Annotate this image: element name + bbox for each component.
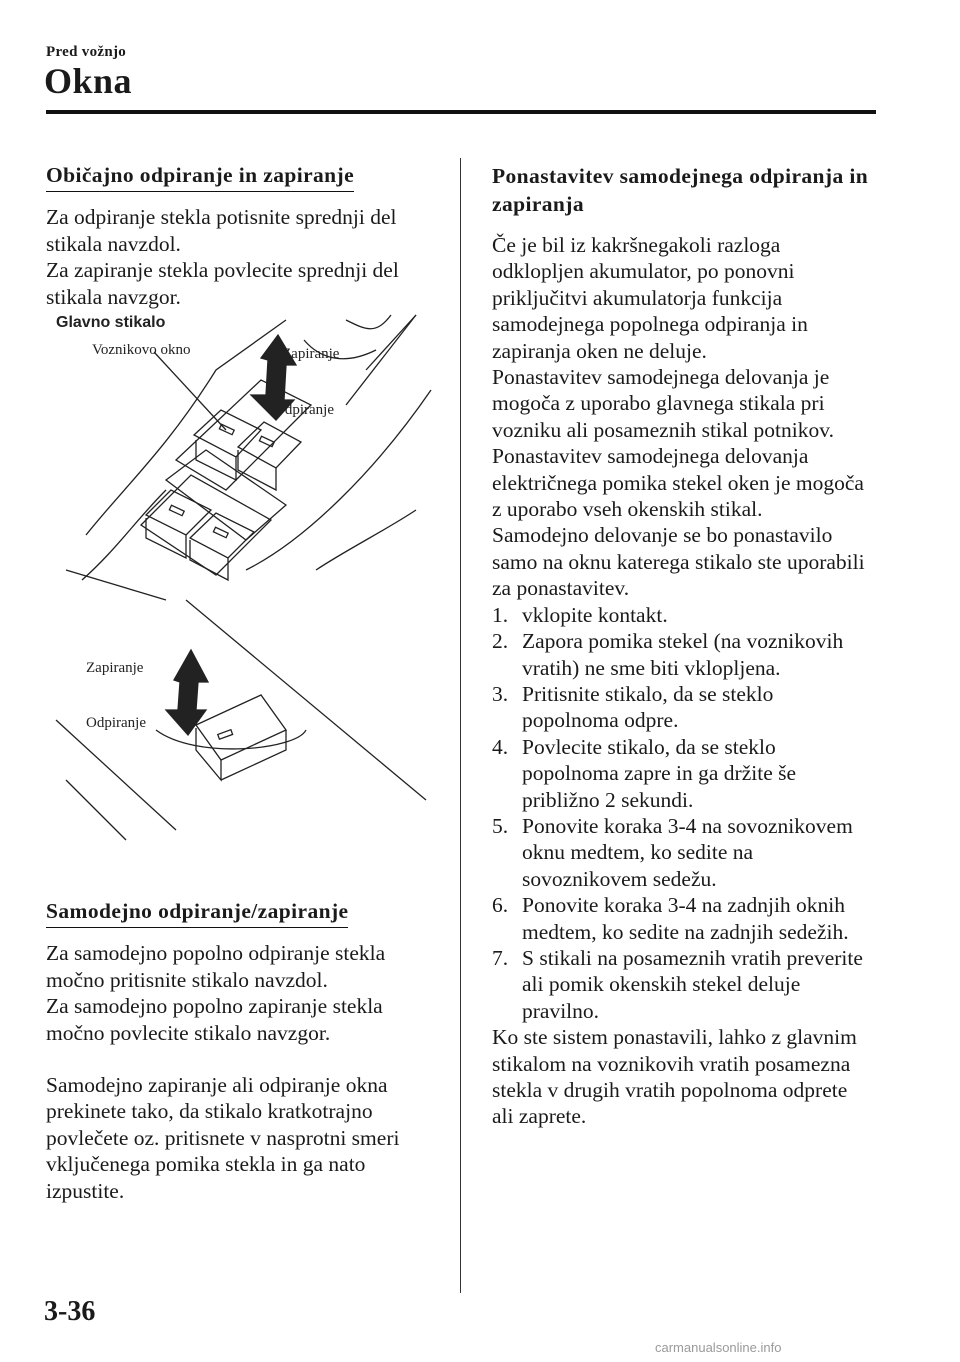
paragraph-auto-stop — [46, 1072, 446, 1204]
step-text — [522, 628, 887, 681]
text-line: izpustite. — [46, 1178, 125, 1203]
watermark: carmanualsonline.info — [655, 1340, 782, 1355]
column-divider — [460, 158, 461, 1293]
text-line: močno pritisnite stikalo navzdol. — [46, 967, 328, 992]
text-line: zapiranja oken ne deluje. — [492, 338, 707, 363]
text-line: stikala navzgor. — [46, 284, 181, 309]
label-close-top: Zapiranje — [282, 346, 340, 362]
paragraph-normal-operation — [46, 204, 446, 310]
text-line: povlečete oz. pritisnete v nasprotni smeri — [46, 1125, 400, 1150]
step-text — [522, 945, 887, 1024]
list-item — [492, 681, 887, 734]
step-text — [522, 813, 887, 892]
text-line: medtem, ko sedite na zadnjih sedežih. — [522, 919, 849, 944]
text-line: samo na oknu katerega stikalo ste uporabili — [492, 549, 865, 574]
text-line: prekinete tako, da stikalo kratkotrajno — [46, 1099, 373, 1124]
switch-drawing — [46, 310, 446, 850]
label-main-switch: Glavno stikalo — [56, 314, 166, 331]
text-line: Samodejno delovanje se bo ponastavilo — [492, 523, 833, 548]
text-line: oknu medtem, ko sedite na — [522, 840, 754, 865]
step-number: 4. — [492, 734, 509, 759]
text-line: pravilno. — [522, 998, 600, 1023]
text-line: Pritisnite stikalo, da se steklo — [522, 681, 774, 706]
chapter-title: Okna — [44, 61, 133, 101]
heading-line: Ponastavitev samodejnega odpiranja in — [492, 164, 869, 188]
text-line: ali pomik okenskih stekel deluje — [522, 972, 801, 997]
text-line: odklopljen akumulator, po ponovni — [492, 259, 795, 284]
step-number: 2. — [492, 629, 509, 654]
paragraph-auto-operation — [46, 940, 446, 1046]
text-line: S stikali na posameznih vratih preverite — [522, 945, 863, 970]
text-line: električnega pomika stekel oken je mogoča — [492, 470, 864, 495]
text-line: stekla v drugih vratih popolnoma odprete — [492, 1078, 848, 1102]
step-number: 1. — [492, 602, 509, 627]
step-number: 7. — [492, 945, 509, 970]
text-line: samodejnega popolnega odpiranja in — [492, 312, 808, 337]
text-line: Za odpiranje stekla potisnite sprednji del — [46, 205, 397, 230]
page-number: 3-36 — [44, 1296, 96, 1327]
text-line: vklopite kontakt. — [522, 602, 668, 627]
step-text — [522, 681, 887, 734]
text-line: Za samodejno popolno odpiranje stekla — [46, 941, 386, 966]
text-line: vozniku ali posameznih stikal potnikov. — [492, 417, 834, 442]
text-line: Ponovite koraka 3-4 na sovoznikovem — [522, 813, 853, 838]
step-number: 5. — [492, 813, 509, 838]
text-line: Samodejno zapiranje ali odpiranje okna — [46, 1073, 388, 1098]
text-line: ali zaprete. — [492, 1104, 587, 1129]
list-item — [492, 892, 887, 945]
list-item — [492, 945, 887, 1024]
title-rule — [46, 110, 876, 114]
text-line: sovoznikovem sedežu. — [522, 866, 717, 891]
text-line: z uporabo vseh okenskih stikal. — [492, 497, 763, 522]
text-line: Ponastavitev samodejnega delovanja — [492, 444, 809, 469]
list-item — [492, 628, 887, 681]
text-line: Za zapiranje stekla povlecite sprednji del — [46, 258, 399, 283]
paragraph-reset-outro — [492, 1024, 887, 1130]
step-text — [522, 892, 887, 945]
right-column — [492, 162, 887, 1130]
list-item — [492, 734, 887, 813]
text-line: vratih) ne sme biti vklopljena. — [522, 655, 781, 680]
step-text — [522, 602, 887, 628]
reset-steps-list — [492, 602, 887, 1025]
text-line: približno 2 sekundi. — [522, 787, 694, 812]
label-driver-window: Voznikovo okno — [92, 342, 191, 358]
left-column-bottom — [46, 898, 446, 1204]
heading-line: zapiranja — [492, 192, 584, 216]
text-line: popolnoma zapre in ga držite še — [522, 761, 797, 786]
text-line: priključitvi akumulatorja funkcija — [492, 285, 783, 310]
label-open-top: Odpiranje — [274, 402, 334, 418]
text-line: popolnoma odpre. — [522, 708, 679, 733]
text-line: za ponastavitev. — [492, 576, 630, 601]
step-number: 3. — [492, 681, 509, 706]
text-line: Povlecite stikalo, da se steklo — [522, 734, 776, 759]
text-line: Ponastavitev samodejnega delovanja je — [492, 365, 830, 390]
text-line: Zapora pomika stekel (na voznikovih — [522, 629, 844, 654]
text-line: mogoča z uporabo glavnega stikala pri — [492, 391, 825, 416]
list-item — [492, 602, 887, 628]
text-line: Če je bil iz kakršnegakoli razloga — [492, 233, 781, 257]
text-line: stikala navzdol. — [46, 231, 181, 256]
step-text — [522, 734, 887, 813]
heading-reset-auto — [492, 162, 887, 218]
heading-normal-open-close: Običajno odpiranje in zapiranje — [46, 162, 354, 192]
section-label: Pred vožnjo — [46, 44, 127, 60]
window-switch-illustration — [46, 310, 446, 850]
text-line: Ko ste sistem ponastavili, lahko z glavnim — [492, 1025, 857, 1050]
text-line: vključenega pomika stekla in ga nato — [46, 1152, 366, 1177]
paragraph-reset-intro — [492, 232, 887, 602]
list-item — [492, 813, 887, 892]
text-line: močno povlecite stikalo navzgor. — [46, 1020, 331, 1045]
text-line: Ponovite koraka 3-4 na zadnjih oknih — [522, 893, 846, 918]
heading-auto-open-close: Samodejno odpiranje/zapiranje — [46, 898, 348, 928]
left-column-top — [46, 162, 446, 310]
text-line: Za samodejno popolno zapiranje stekla — [46, 994, 383, 1019]
label-open-bottom: Odpiranje — [86, 715, 146, 731]
label-close-bottom: Zapiranje — [86, 660, 144, 676]
step-number: 6. — [492, 893, 509, 918]
text-line: stikalom na voznikovih vratih posamezna — [492, 1051, 851, 1076]
